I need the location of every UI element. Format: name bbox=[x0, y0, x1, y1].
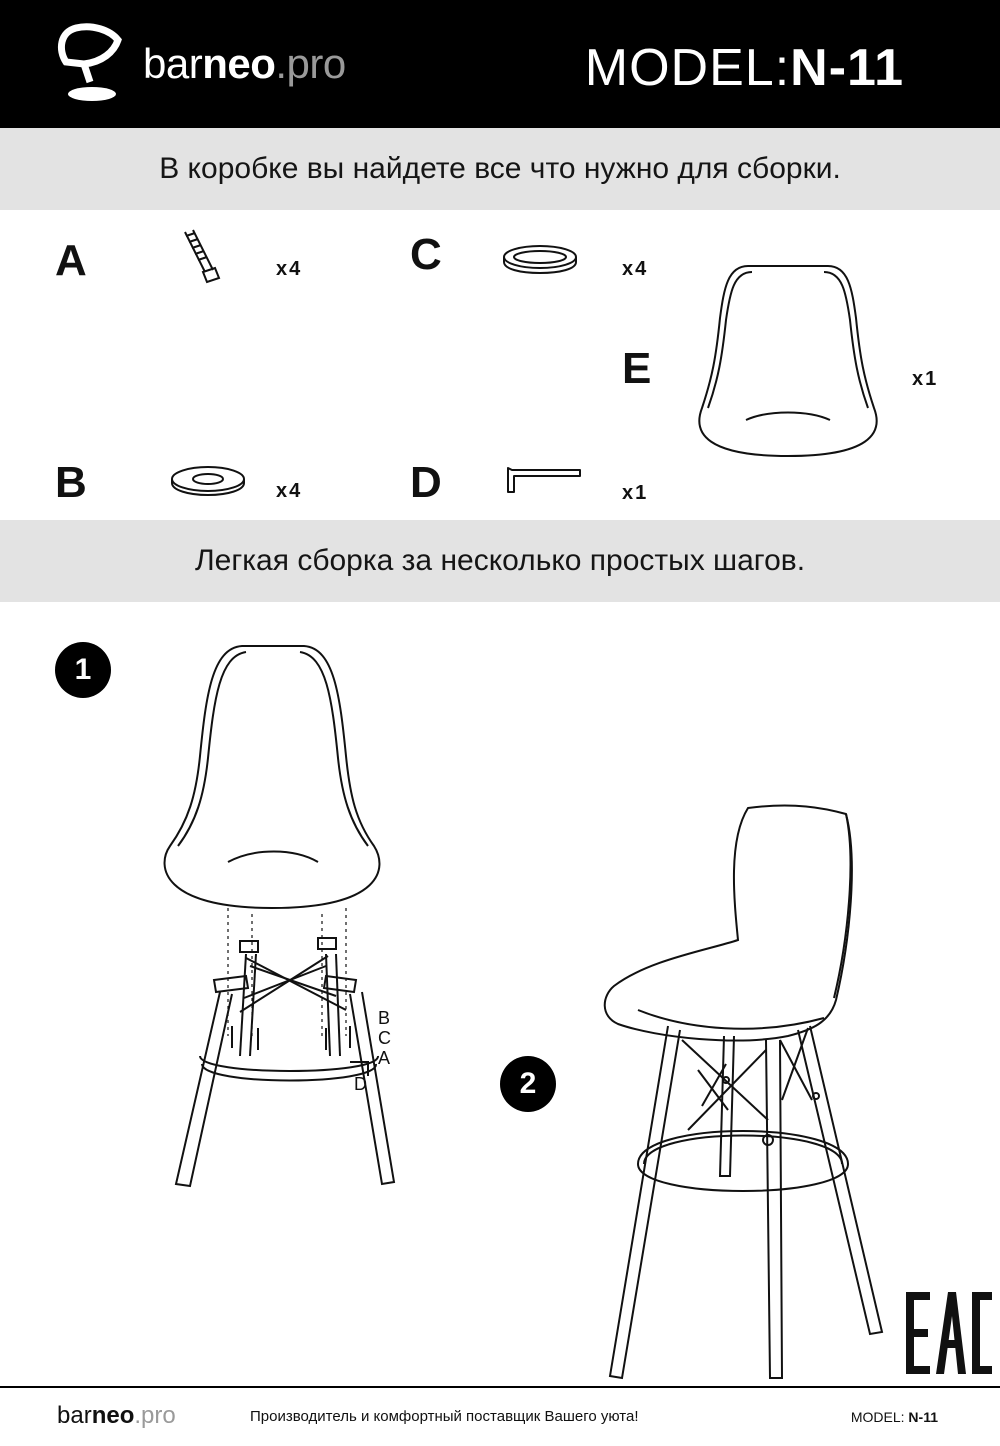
step-2-assembled-chair-illustration bbox=[598, 800, 888, 1380]
part-letter-d: D bbox=[410, 458, 442, 507]
part-letter-e: E bbox=[622, 344, 652, 393]
footer-bar bbox=[0, 1386, 1000, 1446]
eac-certification-mark-icon bbox=[904, 1290, 994, 1376]
washer-icon bbox=[168, 462, 248, 500]
part-qty-a: x4 bbox=[276, 258, 303, 280]
brand-logo-chair-icon bbox=[54, 22, 134, 108]
assembly-label-c: C bbox=[378, 1028, 391, 1048]
part-qty-c: x4 bbox=[622, 258, 649, 280]
model-title: MODEL:N-11 bbox=[584, 39, 904, 97]
brand-logo-text: barneo.pro bbox=[143, 40, 346, 87]
section-title-contents: В коробке вы найдете все что нужно для сборки. bbox=[0, 128, 1000, 210]
assembly-label-a: A bbox=[378, 1048, 391, 1068]
part-qty-d: x1 bbox=[622, 482, 649, 504]
step-1-exploded-assembly-illustration bbox=[150, 636, 410, 1202]
assembly-label-b: B bbox=[378, 1008, 391, 1028]
seat-shell-icon bbox=[688, 258, 888, 462]
step-2-badge: 2 bbox=[500, 1056, 556, 1112]
spring-washer-icon bbox=[500, 242, 580, 276]
footer-model: MODEL: N-11 bbox=[850, 1409, 938, 1425]
part-letter-a: A bbox=[55, 236, 87, 285]
section-title-steps: Легкая сборка за несколько простых шагов. bbox=[0, 520, 1000, 602]
bolt-icon bbox=[175, 226, 225, 288]
part-letter-c: C bbox=[410, 230, 442, 279]
step-1-badge: 1 bbox=[55, 642, 111, 698]
header-bar bbox=[0, 0, 1000, 128]
hex-key-icon bbox=[500, 464, 584, 498]
part-qty-e: x1 bbox=[912, 368, 939, 390]
assembly-label-d: D bbox=[354, 1074, 367, 1094]
footer-slogan: Производитель и комфортный поставщик Вашего уюта! bbox=[250, 1408, 639, 1425]
part-letter-b: B bbox=[55, 458, 87, 507]
footer-brand-logo: barneo.pro bbox=[57, 1402, 176, 1429]
part-qty-b: x4 bbox=[276, 480, 303, 502]
